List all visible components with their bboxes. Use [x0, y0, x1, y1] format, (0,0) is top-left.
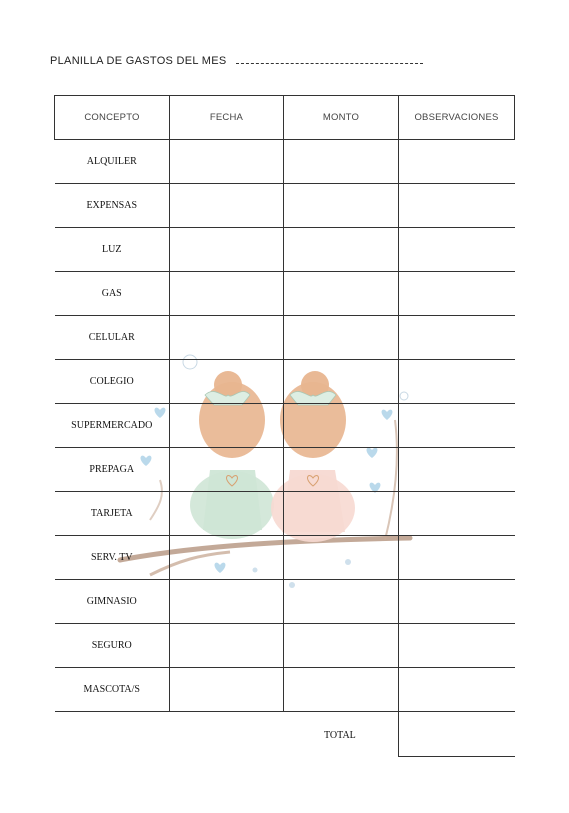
concept-cell: EXPENSAS: [55, 184, 170, 228]
fecha-cell[interactable]: [170, 140, 284, 184]
concept-cell: MASCOTA/S: [55, 668, 170, 712]
monto-cell[interactable]: [284, 492, 399, 536]
concept-cell: GIMNASIO: [55, 580, 170, 624]
fecha-cell[interactable]: [170, 448, 284, 492]
table-row: [55, 448, 515, 492]
fecha-cell[interactable]: [170, 184, 284, 228]
total-value-cell[interactable]: [398, 712, 515, 757]
observaciones-cell[interactable]: [399, 448, 515, 492]
fecha-cell[interactable]: [170, 316, 284, 360]
observaciones-cell[interactable]: [399, 228, 515, 272]
expense-table: [54, 95, 515, 712]
concept-cell: COLEGIO: [55, 360, 170, 404]
fecha-cell[interactable]: [170, 580, 284, 624]
month-blank-line[interactable]: [236, 55, 423, 64]
table-row: [55, 404, 515, 448]
fecha-cell[interactable]: [170, 228, 284, 272]
title-text: PLANILLA DE GASTOS DEL MES: [50, 55, 227, 67]
observaciones-cell[interactable]: [399, 536, 515, 580]
column-header-monto: MONTO: [284, 96, 399, 140]
monto-cell[interactable]: [284, 228, 399, 272]
monto-cell[interactable]: [284, 668, 399, 712]
fecha-cell[interactable]: [170, 272, 284, 316]
total-label: TOTAL: [324, 730, 356, 741]
table-row: [55, 360, 515, 404]
table-row: [55, 624, 515, 668]
fecha-cell[interactable]: [170, 668, 284, 712]
observaciones-cell[interactable]: [399, 668, 515, 712]
fecha-cell[interactable]: [170, 404, 284, 448]
concept-cell: CELULAR: [55, 316, 170, 360]
observaciones-cell[interactable]: [399, 184, 515, 228]
header-row: [55, 96, 515, 140]
monto-cell[interactable]: [284, 404, 399, 448]
observaciones-cell[interactable]: [399, 140, 515, 184]
monto-cell[interactable]: [284, 360, 399, 404]
table-row: [55, 580, 515, 624]
page-title: [50, 55, 423, 67]
monto-cell[interactable]: [284, 580, 399, 624]
column-header-concepto: CONCEPTO: [55, 96, 170, 140]
observaciones-cell[interactable]: [399, 272, 515, 316]
observaciones-cell[interactable]: [399, 360, 515, 404]
observaciones-cell[interactable]: [399, 316, 515, 360]
concept-cell: LUZ: [55, 228, 170, 272]
monto-cell[interactable]: [284, 272, 399, 316]
concept-cell: SERV. TV: [55, 536, 170, 580]
column-header-observaciones: OBSERVACIONES: [399, 96, 515, 140]
concept-cell: GAS: [55, 272, 170, 316]
table-row: [55, 492, 515, 536]
fecha-cell[interactable]: [170, 536, 284, 580]
concept-cell: PREPAGA: [55, 448, 170, 492]
monto-cell[interactable]: [284, 316, 399, 360]
table-row: [55, 228, 515, 272]
table-row: [55, 272, 515, 316]
observaciones-cell[interactable]: [399, 624, 515, 668]
table-row: [55, 140, 515, 184]
monto-cell[interactable]: [284, 184, 399, 228]
table-row: [55, 536, 515, 580]
fecha-cell[interactable]: [170, 624, 284, 668]
observaciones-cell[interactable]: [399, 580, 515, 624]
concept-cell: SUPERMERCADO: [55, 404, 170, 448]
table-row: [55, 316, 515, 360]
monto-cell[interactable]: [284, 536, 399, 580]
table-row: [55, 184, 515, 228]
concept-cell: SEGURO: [55, 624, 170, 668]
concept-cell: TARJETA: [55, 492, 170, 536]
table-row: [55, 668, 515, 712]
monto-cell[interactable]: [284, 448, 399, 492]
concept-cell: ALQUILER: [55, 140, 170, 184]
monto-cell[interactable]: [284, 140, 399, 184]
observaciones-cell[interactable]: [399, 492, 515, 536]
column-header-fecha: FECHA: [170, 96, 284, 140]
fecha-cell[interactable]: [170, 360, 284, 404]
monto-cell[interactable]: [284, 624, 399, 668]
observaciones-cell[interactable]: [399, 404, 515, 448]
fecha-cell[interactable]: [170, 492, 284, 536]
